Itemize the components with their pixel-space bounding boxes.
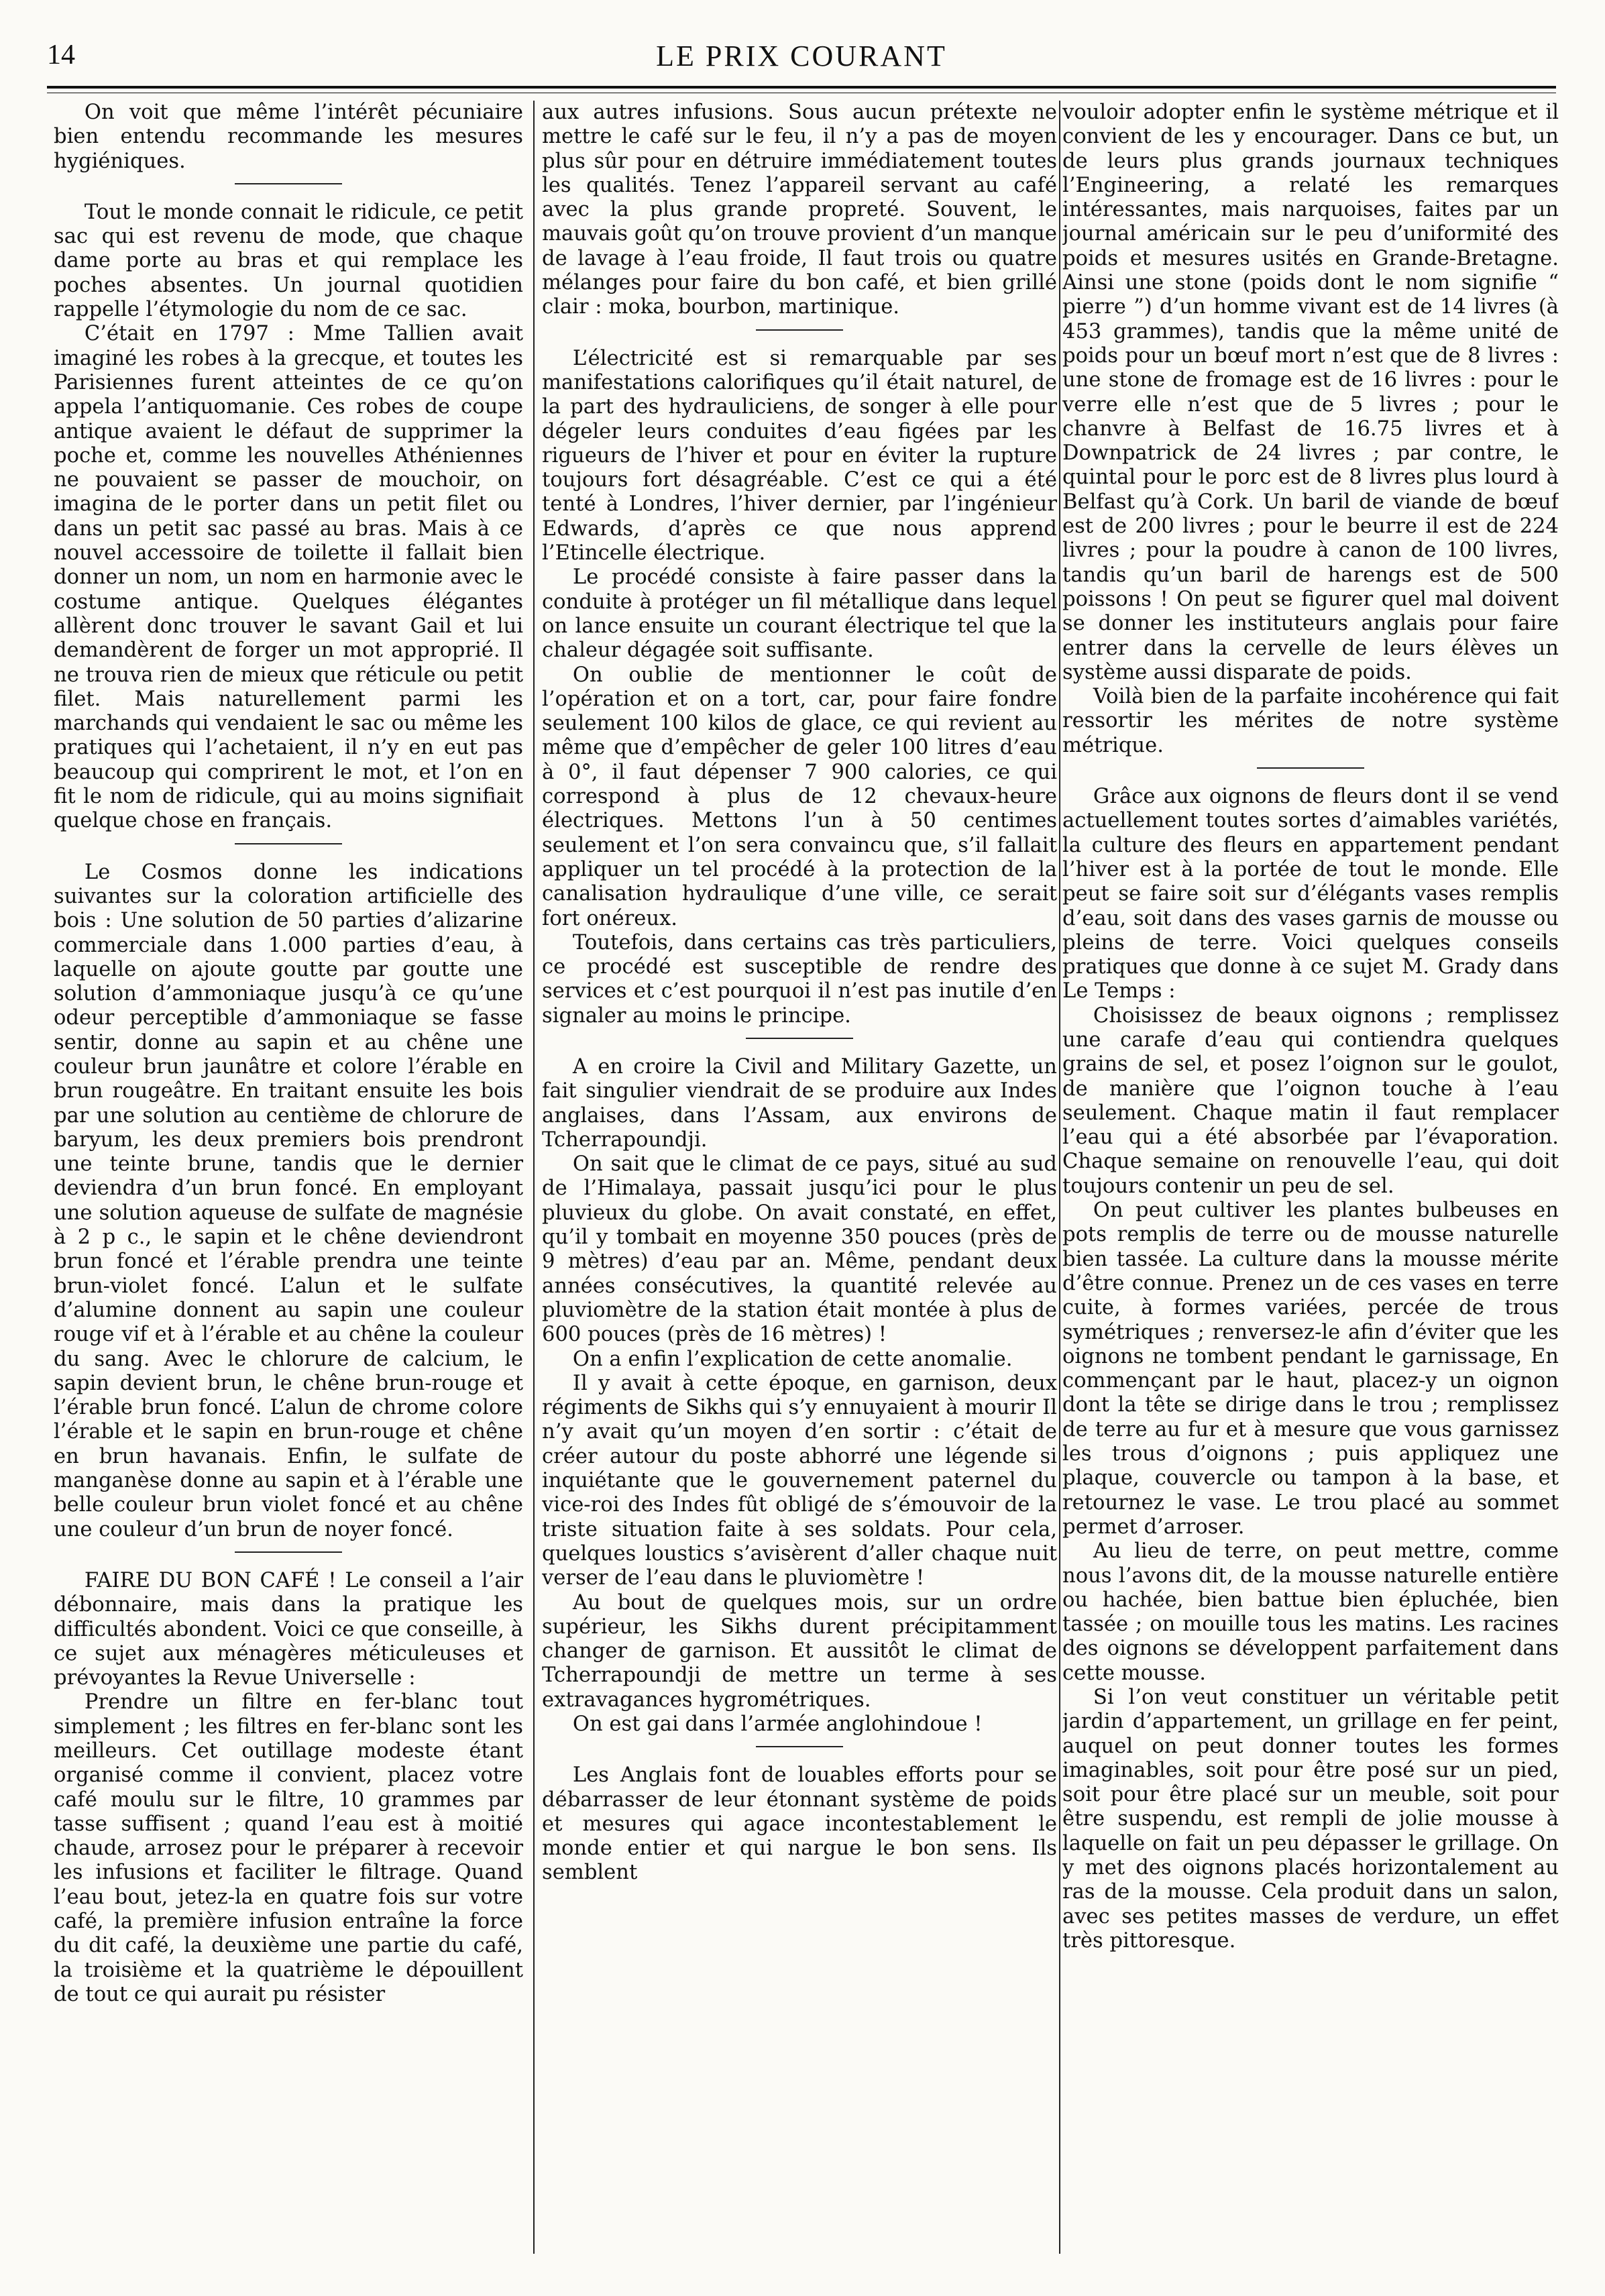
paragraph: vouloir adopter enfin le système métrique et il convient de les y encourager. Dans ce but, un de leurs plus grands journaux techniques l’Engineering, a relaté les remarques intéressantes, mais narquoises, faites par un journal américain sur le peu d’uniformité des poids et mesures usités en Grande-Bretagne. Ainsi une stone (poids dont le nom signifie “ pierre ”) d’un homme vivant est de 14 livres (à 453 grammes), tandis que la même unité de poids pour un bœuf mort n’est que de 8 livres : une stone de fromage est de 16 livres : pour le verre elle n’est que de 5 livres ; pour le chanvre à Belfast de 16.75 livres et à Downpatrick de 24 livres ; par contre, le quintal pour le porc est de 8 livres plus lourd à Belfast qu’à Cork. Un baril de viande de bœuf est de 200 livres ; pour le beurre il est de 224 livres ; pour la poudre à canon de 100 livres, tandis qu’un baril de harengs est de 500 poissons ! On peut se figurer quel mal doivent se donner les instituteurs anglais pour faire entrer dans la cervelle de leurs élèves un système aussi disparate de poids. xyxy=(1062,101,1559,684)
separator xyxy=(746,1038,853,1039)
paragraph: Au bout de quelques mois, sur un ordre supérieur, les Sikhs durent précipitamment changer de garnison. Et aussitôt le climat de Tcherrapoundji de mettre un terme à ses extravagances hygrométriques. xyxy=(542,1590,1057,1712)
paragraph: Au lieu de terre, on peut mettre, comme nous l’avons dit, de la mousse naturelle entière ou hachée, bien battue bien épluchée, bien tassée ; on mouille tous les matins. Les racines des oignons se développent parfaitement dans cette mousse. xyxy=(1062,1539,1559,1685)
paragraph: Si l’on veut constituer un véritable petit jardin d’appartement, un grillage en fer peint, auquel on peut donner toutes les formes imaginables, soit pour être posé sur un pied, soit pour être placé sur un meuble, soit pour être suspendu, est rempli de jolie mousse à laquelle on fait un peu dépasser le grillage. On y met des oignons placés horizontalement au ras de la mousse. Cela produit dans un salon, avec ses petites masses de verdure, un effet très pittoresque. xyxy=(1062,1686,1559,1953)
separator xyxy=(235,843,342,844)
paragraph: On est gai dans l’armée anglohindoue ! xyxy=(572,1712,983,1736)
paragraph: On voit que même l’intérêt pécuniaire bien entendu recommande les mesures hygiéniques. xyxy=(54,101,523,173)
separator xyxy=(1257,767,1364,769)
separator xyxy=(756,1746,843,1747)
paragraph: On sait que le climat de ce pays, situé au sud de l’Himalaya, passait jusqu’ici pour le plus pluvieux du globe. On avait constaté, en effet, qu’il y tombait en moyenne 350 pouces (près de 9 mètres) d’eau par an. Même, pendant deux années consécutives, la quantité relevée au pluviomètre de la station était montée à plus de 600 pouces (près de 16 mètres) ! xyxy=(542,1152,1057,1347)
column-3 xyxy=(1062,101,1559,2271)
separator xyxy=(235,1551,342,1553)
paragraph: Le Cosmos donne les indications suivantes sur la coloration artificielle des bois : Une solution de 50 parties d’alizarine commerciale dans 1.000 parties d’eau, à laquelle on ajoute goutte par goutte une solution d’ammoniaque jusqu’à ce qu’une odeur perceptible d’ammoniaque se fasse sentir, donne au sapin et au chêne une couleur brun jaunâtre et colore l’érable en brun rougeâtre. En traitant ensuite les bois par une solution au centième de chlorure de baryum, les deux premiers bois prendront une teinte brune, tandis que le dernier deviendra d’un brun foncé. En employant une solution aqueuse de sulfate de magnésie à 2 p c., le sapin et le chêne deviendront brun foncé et l’érable prendra une teinte brun-violet foncé. L’alun et le sulfate d’alumine donnent au sapin une couleur rouge vif et à l’érable et au chêne la couleur du sang. Avec le chlorure de calcium, le sapin devient brun, le chêne brun-rouge et l’érable brun foncé. L’alun de chrome colore l’érable et le sapin en brun-rouge et chêne en brun havanais. Enfin, le sulfate de manganèse donne au sapin et à l’érable une belle couleur brun violet foncé et au chêne une couleur d’un brun de noyer foncé. xyxy=(54,860,523,1541)
paragraph: Voilà bien de la parfaite incohérence qui fait ressortir les mérites de notre système métrique. xyxy=(1062,685,1559,757)
paragraph: Prendre un filtre en fer-blanc tout simplement ; les filtres en fer-blanc sont les meilleurs. Cet outillage modeste étant organisé comme il convient, placez votre café moulu sur le filtre, 10 grammes par tasse suffisent ; quand l’eau est à moitié chaude, arrosez pour le préparer à recevoir les infusions et faciliter le filtrage. Quand l’eau bout, jetez-la en quatre fois sur votre café, la première infusion entraîne la force du dit café, la deuxième une partie du café, la troisième et la quatrième le dépouillent de tout ce qui aurait pu résister xyxy=(54,1690,523,2006)
page-header xyxy=(47,39,1556,72)
paragraph: Les Anglais font de louables efforts pour se débarrasser de leur étonnant système de poids et mesures qui agace incontestablement le monde entier et qui nargue le bon sens. Ils semblent xyxy=(542,1763,1057,1885)
column-2 xyxy=(542,101,1057,2271)
newspaper-title: LE PRIX COURANT xyxy=(656,40,947,72)
paragraph: C’était en 1797 : Mme Tallien avait imaginé les robes à la grecque, et toutes les Parisiennes furent atteintes de ce qu’on appela l’antiquomanie. Ces robes de coupe antique avaient le défaut de supprimer la poche et, comme les nouvelles Athéniennes ne pouvaient se passer de mouchoir, on imagina de le porter dans un petit filet ou dans un petit sac passé au bras. Mais à ce nouvel accessoire de toilette il fallait bien donner un nom, un nom en harmonie avec le costume antique. Quelques élégantes allèrent donc trouver le savant Gail et lui demandèrent de forger un mot approprié. Il ne trouva rien de mieux que réticule ou petit filet. Mais naturellement parmi les marchands qui vendaient le sac ou même les pratiques qui l’achetaient, il n’y en eut pas beaucoup qui comprirent le mot, et l’on en fit le nom de ridicule, qui au moins signifiait quelque chose en français. xyxy=(54,322,523,833)
paragraph: Toutefois, dans certains cas très particuliers, ce procédé est susceptible de rendre des services et c’est pourquoi il n’est pas inutile d’en signaler au moins le principe. xyxy=(542,930,1057,1028)
paragraph: aux autres infusions. Sous aucun prétexte ne mettre le café sur le feu, il n’y a pas de moyen plus sûr pour en détruire immédiatement toutes les qualités. Tenez l’appareil servant au café avec la plus grande propreté. Souvent, le mauvais goût qu’on trouve provient d’un manque de lavage à l’eau froide, Il faut trois ou quatre mélanges pour faire du bon café, et bien grillé clair : moka, bourbon, martinique. xyxy=(542,101,1057,319)
paragraph: L’électricité est si remarquable par ses manifestations calorifiques qu’il était naturel, de la part des hydrauliciens, de songer à elle pour dégeler leurs conduites d’eau figées par les rigueurs de l’hiver et pour en éviter la rupture toujours fort désagréable. C’est ce qui a été tenté à Londres, l’hiver dernier, par l’ingénieur Edwards, d’après ce que nous apprend l’Etincelle électrique. xyxy=(542,346,1057,565)
column-1 xyxy=(54,101,523,2271)
paragraph: On a enfin l’explication de cette anomalie. xyxy=(572,1347,1013,1371)
header-rule xyxy=(47,86,1556,89)
paragraph: A en croire la Civil and Military Gazette, un fait singulier viendrait de se produire aux Indes anglaises, dans l’Assam, aux environs de Tcherrapoundji. xyxy=(542,1054,1057,1152)
column-divider xyxy=(533,101,535,2254)
paragraph: Tout le monde connait le ridicule, ce petit sac qui est revenu de mode, que chaque dame porte au bras et qui remplace les poches absentes. Un journal quotidien rappelle l’étymologie du nom de ce sac. xyxy=(54,200,523,322)
paragraph: Le procédé consiste à faire passer dans la conduite à protéger un fil métallique dans lequel on lance ensuite un courant électrique tel que la chaleur dégagée soit suffisante. xyxy=(542,565,1057,663)
paragraph: On oublie de mentionner le coût de l’opération et on a tort, car, pour faire fondre seulement 100 kilos de glace, ce qui revient au même que d’empêcher de geler 100 litres d’eau à 0°, il faut dépenser 7 900 calories, ce qui correspond à plus de 12 chevaux-heure électriques. Mettons l’un à 50 centimes seulement et l’on sera convaincu que, s’il fallait appliquer un tel procédé à la protection de la canalisation hydraulique d’une ville, ce serait fort onéreux. xyxy=(542,663,1057,930)
separator xyxy=(756,329,843,331)
column-divider xyxy=(1059,101,1060,2254)
separator xyxy=(235,183,342,184)
page-number: 14 xyxy=(47,40,75,70)
paragraph: On peut cultiver les plantes bulbeuses en pots remplis de terre ou de mousse naturelle bien tassée. La culture dans la mousse mérite d’être connue. Prenez un de ces vases en terre cuite, à formes variées, percée de trous symétriques ; renversez-le afin d’éviter que les oignons ne tombent pendant le garnissage, En commençant par le haut, placez-y un oignon dont la tête se dirige dans le trou ; remplissez de terre au fur et à mesure que vous garnissez les trous d’oignons ; puis appliquez une plaque, couvercle ou tampon à la base, et retournez le vase. Le trou placé au sommet permet d’arroser. xyxy=(1062,1199,1559,1539)
paragraph: Il y avait à cette époque, en garnison, deux régiments de Sikhs qui s’y ennuyaient à mourir Il n’y avait qu’un moyen d’en sortir : c’était de créer autour du poste abhorré une légende si inquiétante que le gouvernement paternel du vice-roi des Indes fût obligé de s’émouvoir de la triste situation faite à ses soldats. Pour cela, quelques loustics s’avisèrent d’aller chaque nuit verser de l’eau dans le pluviomètre ! xyxy=(542,1371,1057,1590)
paragraph: Choisissez de beaux oignons ; remplissez une carafe d’eau qui contiendra quelques grains de sel, et posez l’oignon sur le goulot, de manière que l’oignon touche à l’eau seulement. Chaque matin il faut remplacer l’eau qui a été absorbée par l’évaporation. Chaque semaine on renouvelle l’eau, qui doit toujours contenir un peu de sel. xyxy=(1062,1003,1559,1198)
paragraph: Grâce aux oignons de fleurs dont il se vend actuellement toutes sortes d’aimables variétés, la culture des fleurs en appartement pendant l’hiver est à la portée de tout le monde. Elle peut se faire soit sur d’élégants vases remplis d’eau, soit dans des vases garnis de mousse ou pleins de terre. Voici quelques conseils pratiques que donne à ce sujet M. Grady dans Le Temps : xyxy=(1062,785,1559,1003)
paragraph: FAIRE DU BON CAFÉ ! Le conseil a l’air débonnaire, mais dans la pratique les difficultés abondent. Voici ce que conseille, à ce sujet aux ménagères méticuleuses et prévoyantes la Revue Universelle : xyxy=(54,1568,523,1690)
